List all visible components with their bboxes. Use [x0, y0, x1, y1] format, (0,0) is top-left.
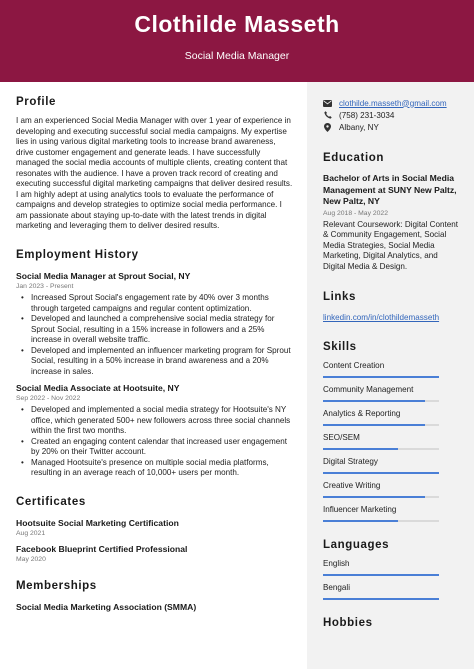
job-entry [16, 383, 294, 479]
skill-level-bar [323, 448, 398, 450]
profile-heading: Profile [16, 96, 56, 108]
skill-name: Influencer Marketing [323, 505, 397, 515]
location-text: Albany, NY [339, 122, 379, 132]
language-name: Bengali [323, 583, 351, 593]
job-bullet: • Created an engaging content calendar that increased user engagement by 20% on their Twitter account. [16, 437, 294, 458]
job-entry-title: Social Media Manager at Sprout Social, NY [16, 271, 191, 282]
skill-level-track [323, 496, 439, 498]
certificates-section [16, 496, 294, 563]
phone-text: (758) 231-3034 [339, 110, 395, 120]
skill-name: Digital Strategy [323, 457, 378, 467]
language-level-track [323, 574, 439, 576]
skill-item [323, 481, 460, 498]
job-title: Social Media Manager [184, 50, 290, 62]
job-entry-dates: Jan 2023 - Present [16, 283, 74, 291]
job-entry-title: Social Media Associate at Hootsuite, NY [16, 383, 180, 394]
employment-heading: Employment History [16, 249, 139, 262]
languages-heading: Languages [323, 539, 390, 552]
certificate-name: Facebook Blueprint Certified Professional [16, 543, 188, 554]
contact-location-row [323, 121, 460, 133]
job-entry-dates: Sep 2022 - Nov 2022 [16, 395, 81, 403]
skill-level-bar [323, 376, 439, 378]
membership-name: Social Media Marketing Association (SMMA) [16, 601, 197, 612]
languages-section [323, 539, 460, 600]
language-name: English [323, 559, 350, 569]
sidebar [307, 82, 474, 669]
contact-block [323, 97, 460, 133]
education-dates: Aug 2018 - May 2022 [323, 209, 388, 217]
phone-icon [323, 111, 332, 120]
certificate-date: May 2020 [16, 555, 46, 563]
degree-title: Bachelor of Arts in Social Media Management at SUNY New Paltz, New Paltz, NY [323, 173, 457, 206]
job-bullet: • Managed Hootsuite's presence on multiple social media platforms, resulting in an average reach of 10,000+ users per month. [16, 458, 294, 479]
language-item [323, 583, 460, 600]
job-bullet: • Developed and implemented an influencer marketing program for Sprout Social, resulting in a 50% increase in brand awareness and a 20% increase in sales. [16, 346, 294, 378]
certificate-date: Aug 2021 [16, 529, 46, 537]
skill-level-track [323, 472, 439, 474]
language-level-track [323, 598, 439, 600]
contact-phone-row [323, 109, 460, 121]
language-level-bar [323, 598, 439, 600]
certificate-name: Hootsuite Social Marketing Certification [16, 517, 179, 528]
skill-name: SEO/SEM [323, 433, 360, 443]
certificate-entry [16, 518, 294, 537]
hobbies-section [323, 617, 460, 629]
profile-text: I am an experienced Social Media Manager with over 1 year of experience in developing and executing successful social media campaigns. My expertise lies in using various digital marketing tools to increase brand awareness, drive customer engagement and generate leads. I have successfully managed the social media accounts of multiple clients, creating content that resonates with the audience. I have a proven track record of creating and executing successful digital marketing campaigns that deliver desired results. I am highly adept at using analytics tools to evaluate the performance of campaigns and develop strategies to optimize social media performance. I am passionate about staying up-to-date with the latest trends in digital marketing and leveraging them to deliver desired results. [16, 116, 293, 231]
skill-level-track [323, 520, 439, 522]
email-link[interactable]: clothilde.masseth@gmail.com [339, 98, 447, 108]
skill-item [323, 457, 460, 474]
skill-level-bar [323, 424, 425, 426]
skill-level-track [323, 400, 439, 402]
skill-item [323, 409, 460, 426]
skill-level-track [323, 448, 439, 450]
skill-level-bar [323, 472, 439, 474]
skill-item [323, 385, 460, 402]
job-bullets [16, 293, 294, 377]
certificate-entry [16, 544, 294, 563]
job-entry [16, 271, 294, 377]
education-section [323, 152, 460, 272]
header-banner [0, 0, 474, 82]
job-bullets [16, 405, 294, 479]
employment-section [16, 249, 294, 479]
skills-list [323, 361, 460, 522]
skill-name: Content Creation [323, 361, 385, 371]
skill-item [323, 505, 460, 522]
skill-name: Community Management [323, 385, 414, 395]
language-level-bar [323, 574, 439, 576]
contact-email-row [323, 97, 460, 109]
skill-level-bar [323, 520, 398, 522]
skill-name: Creative Writing [323, 481, 381, 491]
job-bullet: • Increased Sprout Social's engagement rate by 40% over 3 months through targeted campaigns and regular content optimization. [16, 293, 294, 314]
skill-level-track [323, 376, 439, 378]
main-column [16, 96, 294, 612]
skill-name: Analytics & Reporting [323, 409, 401, 419]
languages-list [323, 559, 460, 600]
skill-level-bar [323, 496, 425, 498]
skill-item [323, 361, 460, 378]
coursework-text: Relevant Coursework: Digital Content & Community Engagement, Social Media Strategies, Social Media Marketing, Digital Analytics, and Digital Media & Design. [323, 219, 458, 271]
memberships-section [16, 580, 294, 612]
skill-level-track [323, 424, 439, 426]
links-section [323, 291, 460, 322]
job-bullet: • Developed and implemented a social media strategy for Hootsuite's NY office, which generated 500+ new followers across three social channels within the first two months. [16, 405, 294, 437]
education-heading: Education [323, 152, 384, 164]
skill-item [323, 433, 460, 450]
job-bullet: • Developed and launched a comprehensive social media strategy for Sprout Social, resulting in a 15% increase in followers and a 25% increase in overall website traffic. [16, 314, 294, 346]
location-pin-icon [323, 123, 332, 132]
skill-level-bar [323, 400, 425, 402]
certificates-heading: Certificates [16, 495, 86, 508]
skills-section [323, 341, 460, 522]
skills-heading: Skills [323, 341, 357, 354]
profile-section [16, 96, 294, 232]
hobbies-heading: Hobbies [323, 617, 373, 630]
candidate-name: Clothilde Masseth [134, 11, 340, 37]
memberships-heading: Memberships [16, 579, 97, 592]
language-item [323, 559, 460, 576]
envelope-icon [323, 99, 332, 108]
linkedin-link[interactable]: linkedin.com/in/clothildemasseth [323, 313, 440, 323]
links-heading: Links [323, 291, 357, 304]
